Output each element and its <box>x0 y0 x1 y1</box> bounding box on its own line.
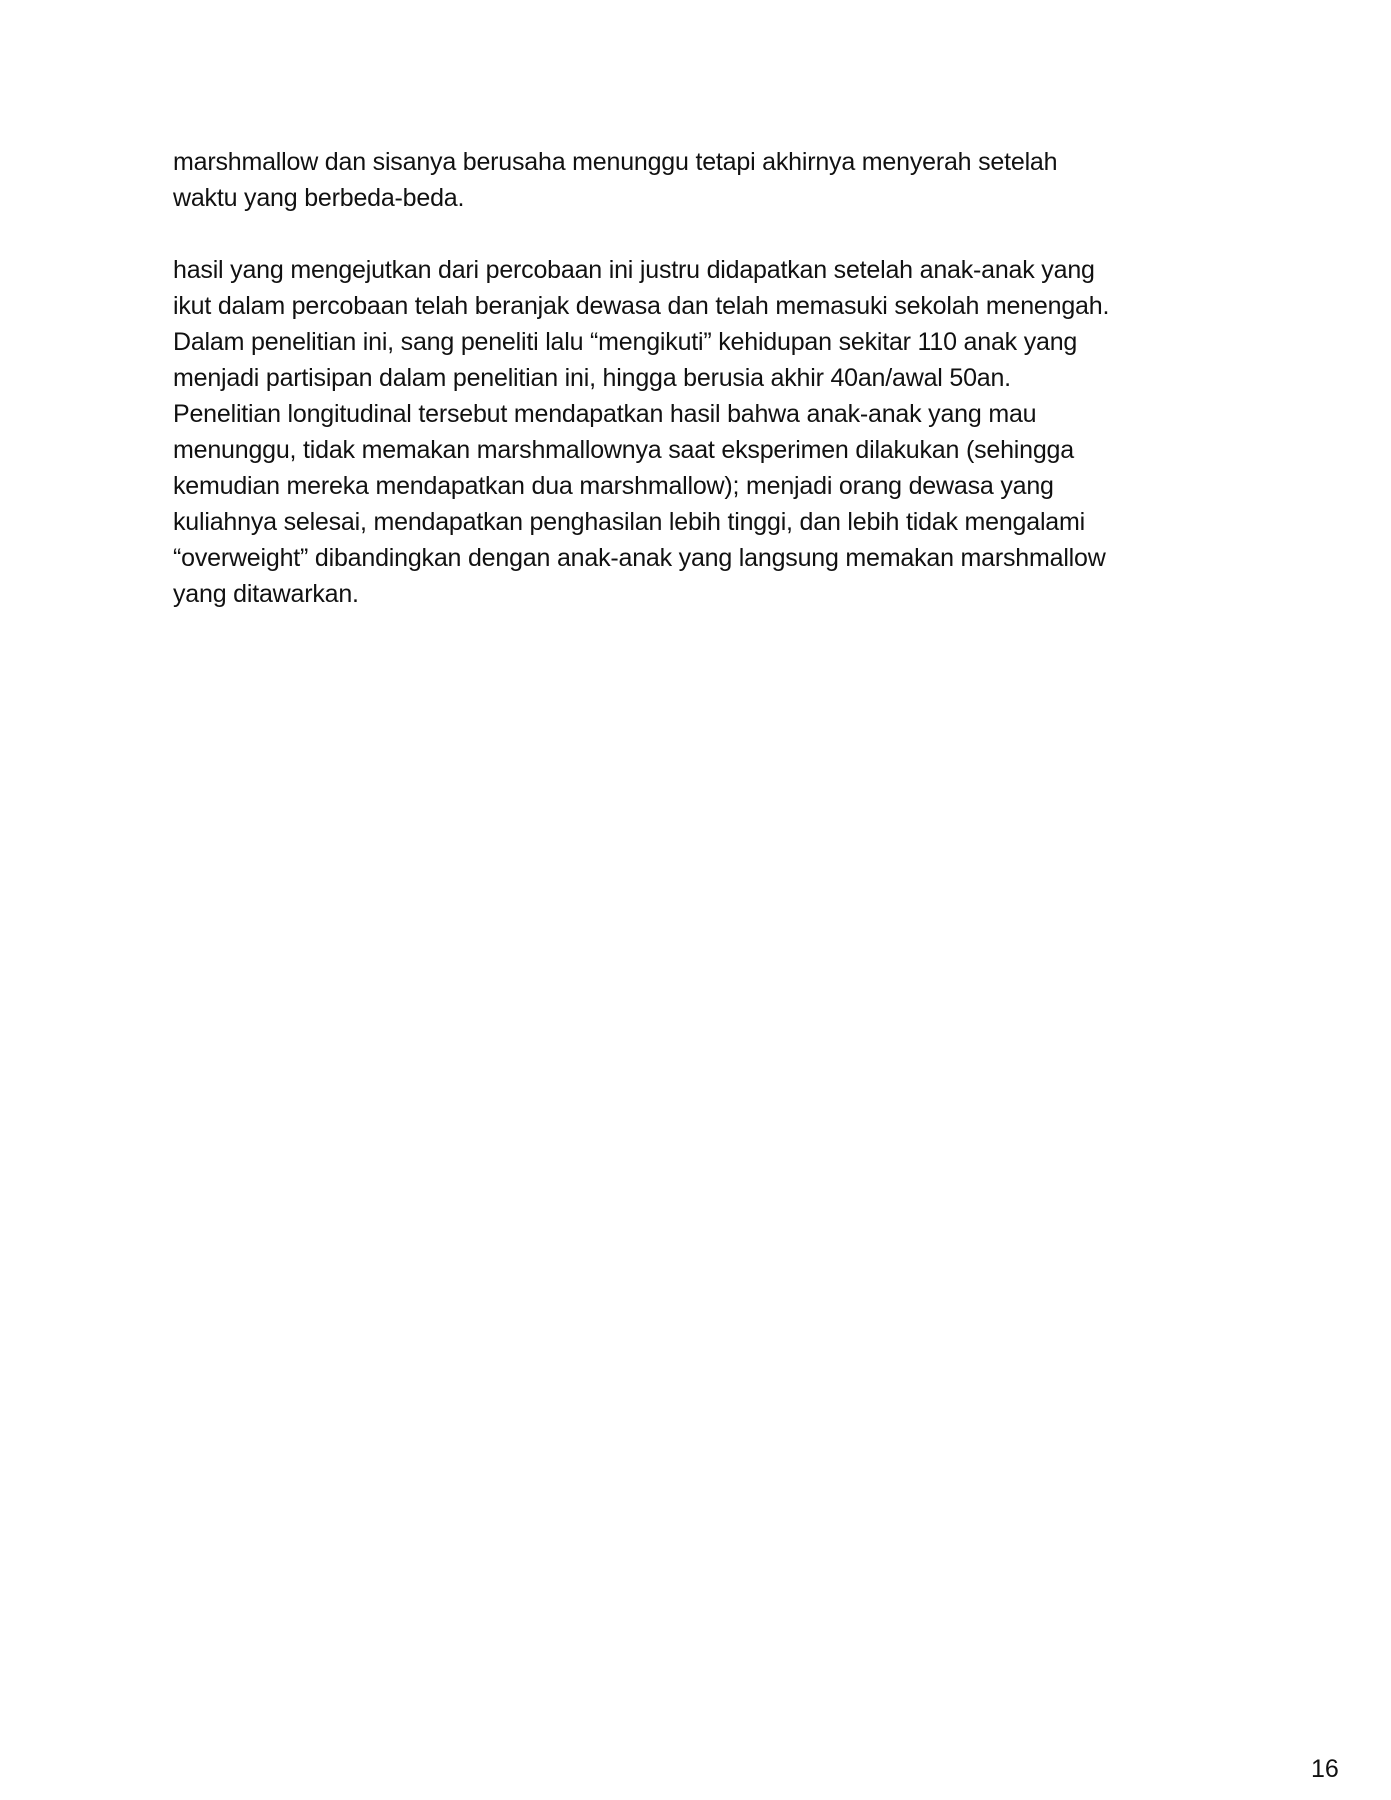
paragraph-line: Dalam penelitian ini, sang peneliti lalu “mengikuti” kehidupan sekitar 110 anak yang <box>173 328 1078 356</box>
paragraph-line: yang ditawarkan. <box>173 580 359 608</box>
page-number: 16 <box>1311 1755 1339 1783</box>
paragraph-line: waktu yang berbeda-beda. <box>173 184 465 212</box>
paragraph-line: “overweight” dibandingkan dengan anak-anak yang langsung memakan marshmallow <box>173 544 1106 572</box>
paragraph-line: menjadi partisipan dalam penelitian ini, hingga berusia akhir 40an/awal 50an. <box>173 364 1011 392</box>
paragraph-line: Penelitian longitudinal tersebut mendapatkan hasil bahwa anak-anak yang mau <box>173 400 1037 428</box>
paragraph-line: hasil yang mengejutkan dari percobaan ini justru didapatkan setelah anak-anak yang <box>173 256 1095 284</box>
paragraph-line: kuliahnya selesai, mendapatkan penghasilan lebih tinggi, dan lebih tidak mengalami <box>173 508 1085 536</box>
paragraph-line: menunggu, tidak memakan marshmallownya saat eksperimen dilakukan (sehingga <box>173 436 1074 464</box>
paragraph-line: marshmallow dan sisanya berusaha menunggu tetapi akhirnya menyerah setelah <box>173 148 1058 176</box>
paragraph-2 <box>173 252 1233 612</box>
paragraph-1 <box>173 144 1233 216</box>
paragraph-line: ikut dalam percobaan telah beranjak dewasa dan telah memasuki sekolah menengah. <box>173 292 1110 320</box>
paragraph-line: kemudian mereka mendapatkan dua marshmallow); menjadi orang dewasa yang <box>173 472 1054 500</box>
